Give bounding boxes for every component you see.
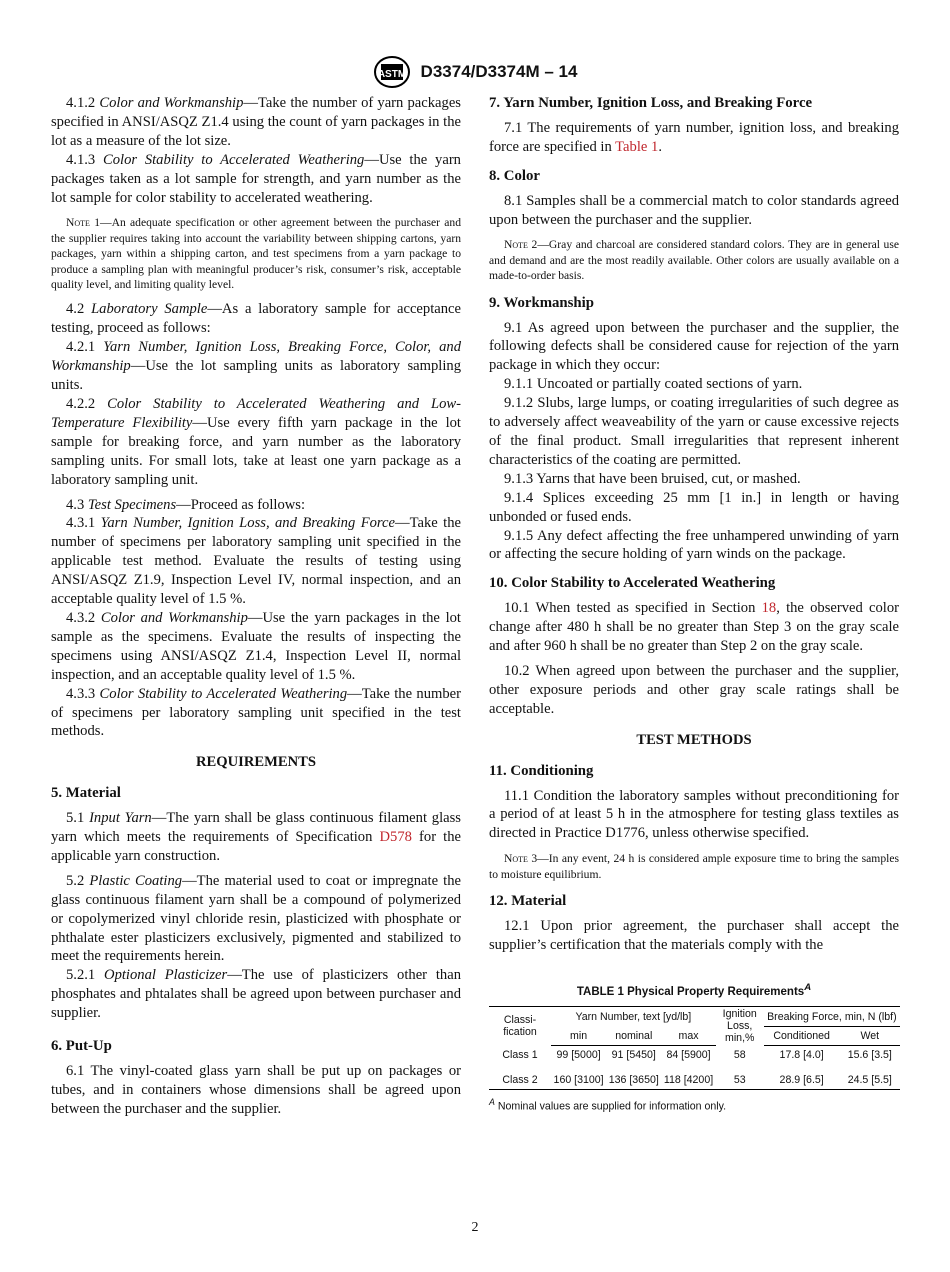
para-4-3-3: 4.3.3 Color Stability to Accelerated Weathering—Take the number of specimens per laboratory sampling unit specified in the test methods.	[51, 685, 461, 740]
section-7-heading: 7. Yarn Number, Ignition Loss, and Breaking Force	[489, 95, 813, 111]
page-header	[0, 55, 950, 89]
para-4-1-3: 4.1.3 Color Stability to Accelerated Weathering—Use the yarn packages taken as a lot sample for strength, and yarn number as the lot sample for color stability to accelerated weathering.	[51, 151, 461, 206]
para-9-1: 9.1 As agreed upon between the purchaser and the supplier, the following defects shall be considered cause for rejection of the yarn package in which they occur:	[489, 319, 899, 374]
para-12-1: 12.1 Upon prior agreement, the purchaser shall accept the supplier’s certification that the materials comply with the	[489, 917, 899, 953]
para-9-1-1: 9.1.1 Uncoated or partially coated sections of yarn.	[504, 376, 803, 393]
para-5-2: 5.2 Plastic Coating—The material used to coat or impregnate the glass continuous filament yarn shall be a compound of polymerized or copolymerized vinyl chloride resin, plasticized with phosphate or phthalate ester plasticizers exclusively, pigmented and stabilized to meet the requirements herein.	[51, 872, 461, 965]
para-5-2-1: 5.2.1 Optional Plasticizer—The use of plasticizers other than phosphates and phtalates shall be agreed upon between purchaser and supplier.	[51, 967, 462, 1022]
section-11-heading: 11. Conditioning	[489, 762, 594, 779]
table-caption: TABLE 1 Physical Property Requirements$^A$	[576, 981, 812, 998]
para-9-1-4: 9.1.4 Splices exceeding 25 mm [1 in.] in length or having unbonded or fused ends.	[489, 489, 899, 525]
section-18-link[interactable]: 18	[761, 600, 777, 617]
th-wet: Wet	[840, 1026, 900, 1045]
svg-text:ASTM: ASTM	[377, 69, 406, 80]
test-methods-heading: TEST METHODS	[636, 731, 752, 748]
th-yarn-number: Yarn Number, text [yd/lb]	[551, 1007, 716, 1026]
table-row: Class 2 160 [3100] 136 [3650] 118 [4200] 53 28.9 [6.5] 24.5 [5.5]	[489, 1064, 900, 1090]
para-10-2: 10.2 When agreed upon between the purchaser and the supplier, other exposure periods and other gray scale ratings shall be acceptable.	[489, 662, 899, 717]
section-9-heading: 9. Workmanship	[489, 294, 594, 311]
th-breaking-force: Breaking Force, min, N (lbf)	[764, 1007, 900, 1026]
th-ignition-loss: Ignition Loss, min,%	[716, 1007, 764, 1046]
th-classification: Classi-fication	[489, 1007, 551, 1046]
para-10-1: 10.1 When tested as specified in Section 18, the observed color change after 480 h shall be no greater than Step 3 on the gray scale and after 960 h shall be no greater than Step 2 on the gray scale.	[489, 600, 899, 655]
section-5-heading: 5. Material	[51, 785, 121, 802]
note-2: Note 2—Gray and charcoal are considered standard colors. They are in general use and demand and are the most readily available. Other colors are usually available on a made-to-order basis.	[489, 238, 899, 283]
table-row: Class 1 99 [5000] 91 [5450] 84 [5900] 58 17.8 [4.0] 15.6 [3.5]	[502, 1048, 892, 1061]
requirements-heading: REQUIREMENTS	[195, 754, 316, 771]
para-9-1-3: 9.1.3 Yarns that have been bruised, cut, or mashed.	[504, 470, 801, 487]
para-8-1: 8.1 Samples shall be a commercial match to color standards agreed upon between the purchaser and the supplier.	[489, 192, 899, 228]
th-min: min	[551, 1026, 606, 1045]
section-12-heading: 12. Material	[489, 893, 567, 910]
page-number: 2	[471, 1220, 479, 1235]
section-10-heading: 10. Color Stability to Accelerated Weathering	[489, 575, 776, 592]
note-1: Note 1—An adequate specification or other agreement between the purchaser and the supplier requires taking into account the variability between shipping cartons, yarn packages, yarn within a shipping carton, and test specimens from a yarn package to produce a sampling plan with meaningful producer’s risk, consumer’s risk, acceptable quality level, and limiting quality level.	[51, 216, 461, 292]
para-6-1: 6.1 The vinyl-coated glass yarn shall be put up on packages or tubes, and in containers whose dimensions shall be agreed upon between the purchaser and the supplier.	[51, 1063, 461, 1117]
table-footnote: $^A$ Nominal values are supplied for information only.	[489, 1096, 727, 1113]
para-11-1: 11.1 Condition the laboratory samples without preconditioning for a period of at least 5 h in the atmosphere for testing glass textiles as directed in Practice D1776, unless otherwise specified.	[489, 787, 899, 842]
para-4-2-1: 4.2.1 Yarn Number, Ignition Loss, Breaking Force, Color, and Workmanship—Use the lot sampling units as laboratory sampling units.	[51, 339, 461, 394]
section-6-heading: 6. Put-Up	[51, 1038, 112, 1055]
th-conditioned: Conditioned	[764, 1026, 840, 1045]
para-4-3-1: 4.3.1 Yarn Number, Ignition Loss, and Breaking Force—Take the number of specimens per laboratory sampling unit specified in the applicable test method. Evaluate the results of testing using ANSI/ASQZ Z1.9, Inspection Level IV, normal inspection, and an acceptable quality level of 1.5 %.	[51, 515, 461, 608]
physical-property-table	[489, 1006, 900, 1090]
d578-link[interactable]: D578	[379, 829, 412, 846]
section-8-heading: 8. Color	[489, 167, 540, 184]
para-4-1-2: 4.1.2 Color and Workmanship—Take the number of yarn packages specified in ANSI/ASQZ Z1.4 using the count of yarn packages in the lot as a measure of the lot size.	[51, 95, 461, 149]
astm-logo	[373, 55, 411, 89]
para-4-2-2: 4.2.2 Color Stability to Accelerated Weathering and Low-Temperature Flexibility—Use every fifth yarn package in the lot sample for breaking force, and yarn number as the laboratory sampling units. For small lots, take at least one yarn package as a laboratory sampling unit.	[51, 396, 462, 488]
para-7-1: 7.1 The requirements of yarn number, ignition loss, and breaking force are specified in Table 1.	[489, 119, 899, 155]
left-column	[51, 94, 461, 1119]
table-1-link[interactable]: Table 1	[615, 138, 659, 155]
th-nominal: nominal	[606, 1026, 661, 1045]
note-3: Note 3—In any event, 24 h is considered ample exposure time to bring the samples to moisture equilibrium.	[489, 852, 899, 881]
right-column	[489, 94, 899, 1116]
para-5-1: 5.1 Input Yarn—The yarn shall be glass continuous filament glass yarn which meets the requirements of Specification D578 for the applicable yarn construction.	[51, 810, 461, 864]
para-4-3-2: 4.3.2 Color and Workmanship—Use the yarn packages in the lot sample as the specimens. Evaluate the results of inspecting the specimens using ANSI/ASQZ Z1.4, Inspection Level II, normal inspection, and an acceptable quality level of 1.5 %.	[51, 609, 461, 683]
para-9-1-5: 9.1.5 Any defect affecting the free unhampered unwinding of yarn or affecting the secure holding of yarn winds on the package.	[489, 527, 899, 563]
para-4-2: 4.2 Laboratory Sample—As a laboratory sample for acceptance testing, proceed as follows:	[51, 301, 461, 337]
document-title: D3374/D3374M – 14	[420, 62, 578, 81]
para-9-1-2: 9.1.2 Slubs, large lumps, or coating irregularities of such degree as to adversely affect weaveability of the yarn or cause excessive rejects of the final product. Small irregularities that represent inherent characteristics of the coating are permitted.	[489, 395, 899, 468]
th-max: max	[661, 1026, 715, 1045]
para-4-3: 4.3 Test Specimens—Proceed as follows:	[66, 496, 306, 513]
